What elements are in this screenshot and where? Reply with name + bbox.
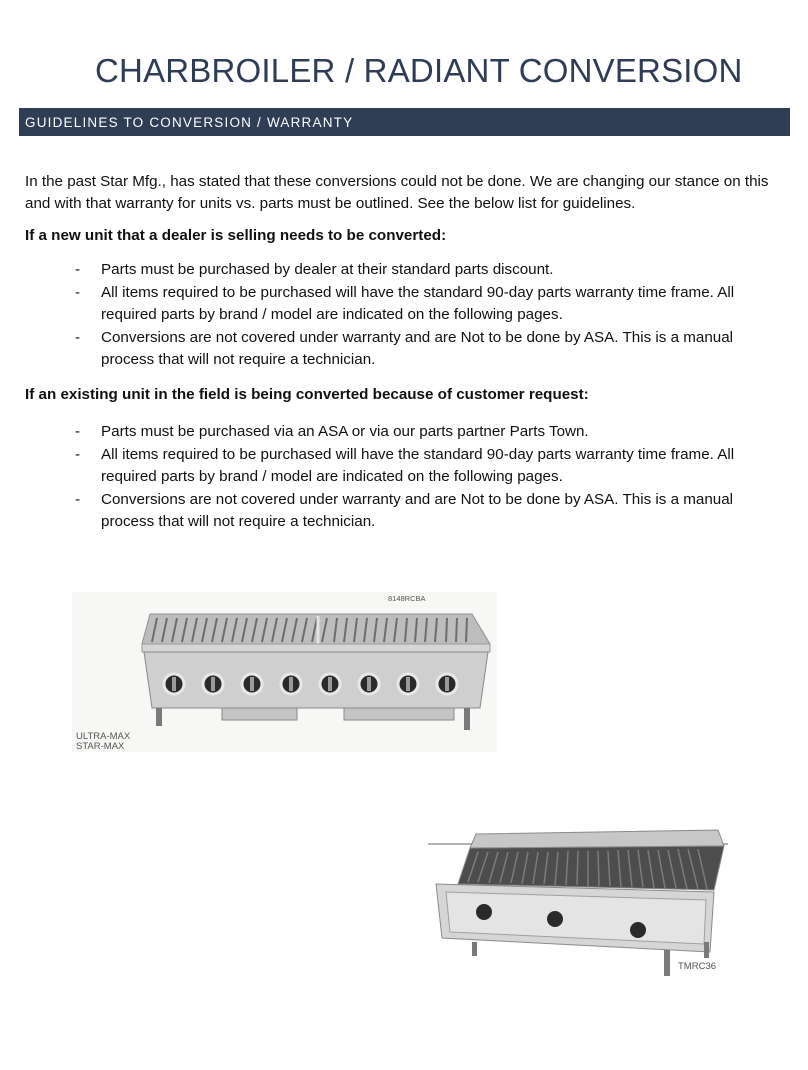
list-item: - Parts must be purchased by dealer at their standard parts discount.	[70, 259, 770, 282]
list-item: - All items required to be purchased will have the standard 90-day parts warranty time frame. All required parts by brand / model are indicated on the following pages.	[70, 282, 770, 327]
section-heading-new-unit: If a new unit that a dealer is selling needs to be converted:	[25, 227, 447, 244]
intro-paragraph: In the past Star Mfg., has stated that these conversions could not be done. We are changing our stance on this and with that warranty for units vs. parts must be outlined. See the below list for guidelines.	[25, 173, 769, 212]
caption-line-1: ULTRA-MAX	[76, 731, 131, 742]
drip-tray	[344, 708, 454, 720]
drip-tray	[222, 708, 297, 720]
list-item: - All items required to be purchased will have the standard 90-day parts warranty time frame. All required parts by brand / model are indicated on the following pages.	[70, 444, 770, 489]
bullet-list-existing-unit	[70, 421, 770, 534]
leg	[472, 942, 477, 956]
trough	[142, 644, 490, 652]
page-title: CHARBROILER / RADIANT CONVERSION	[95, 52, 743, 89]
caption-line-2: STAR-MAX	[76, 741, 125, 752]
leg	[156, 708, 162, 726]
list-item: - Parts must be purchased via an ASA or via our parts partner Parts Town.	[70, 421, 770, 444]
charbroiler-tmrc36-image	[428, 822, 730, 982]
charbroiler-8148rcba-image	[72, 592, 497, 752]
bullet-list-new-unit	[70, 259, 770, 372]
list-item: - Conversions are not covered under warranty and are Not to be done by ASA. This is a manual process that will not require a technician.	[70, 327, 770, 372]
section-band	[19, 108, 790, 136]
backsplash	[470, 830, 724, 848]
section-heading-existing-unit: If an existing unit in the field is being converted because of customer request:	[25, 386, 589, 403]
leg	[664, 950, 670, 976]
section-band-label: GUIDELINES TO CONVERSION / WARRANTY	[25, 115, 354, 130]
leg	[704, 942, 709, 958]
model-label: TMRC36	[678, 961, 717, 972]
leg	[464, 708, 470, 730]
list-item: - Conversions are not covered under warranty and are Not to be done by ASA. This is a manual process that will not require a technician.	[70, 489, 770, 534]
model-label: 8148RCBA	[388, 594, 426, 603]
